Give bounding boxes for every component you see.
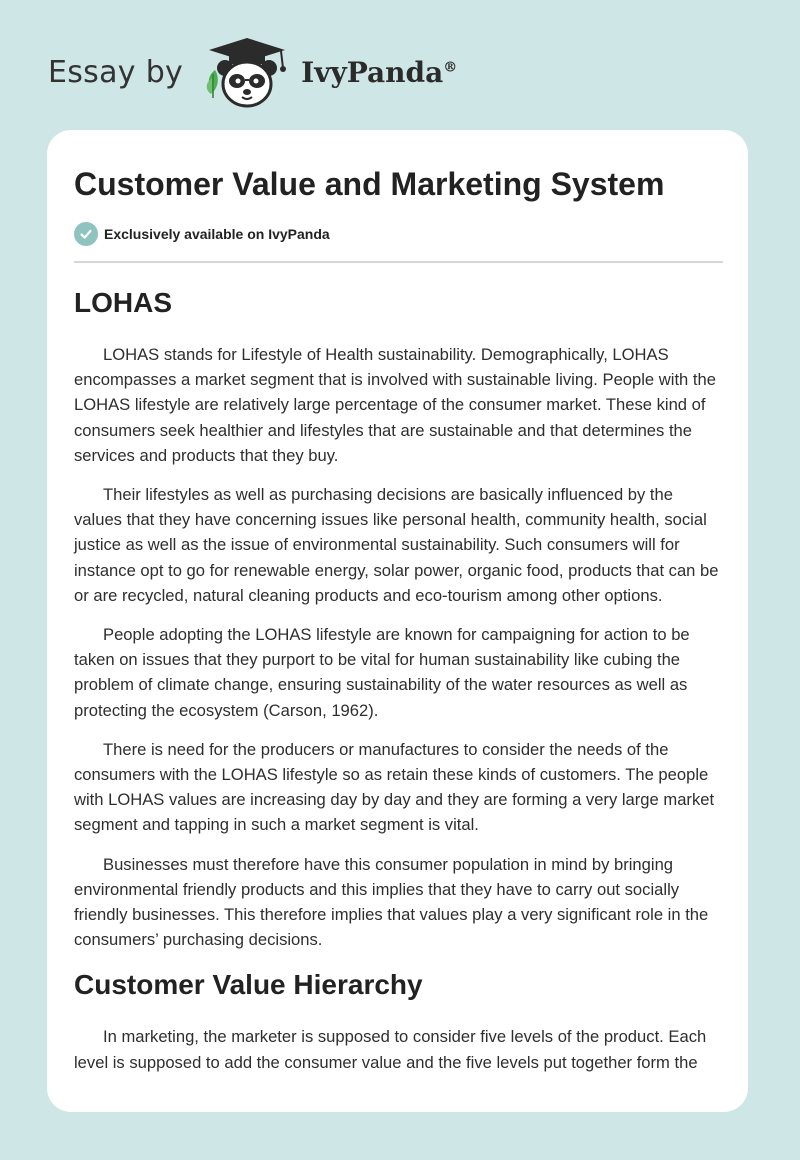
essay-body xyxy=(74,284,723,1089)
site-header xyxy=(48,34,457,110)
check-icon xyxy=(74,222,98,246)
section-heading: LOHAS xyxy=(74,287,172,318)
paragraph: Their lifestyles as well as purchasing decisions are basically influenced by the values that they have concerning issues like personal health, community health, social justice as well as the issue of environmental sustainability. Such consumers will for instance opt to go for renewable energy, solar power, organic food, products that can be or are recycled, natural cleaning products and eco-tourism among other options. xyxy=(74,485,719,605)
title-divider xyxy=(74,261,723,263)
paragraph: People adopting the LOHAS lifestyle are known for campaigning for action to be taken on issues that they purport to be vital for human sustainability like cubing the problem of climate change, ensuring sustainability of the water resources as well as protecting the ecosystem (Carson, 1962). xyxy=(74,625,690,720)
paragraph: There is need for the producers or manufactures to consider the needs of the consumers with the LOHAS lifestyle so as retain these kinds of customers. The people with LOHAS values are increasing day by day and they are forming a very large market segment and tapping in such a market segment is vital. xyxy=(74,739,715,835)
panda-graduate-icon xyxy=(201,34,293,110)
brand-name[interactable]: IvyPanda® xyxy=(301,55,458,89)
brand-prefix: Essay by xyxy=(48,54,184,90)
paragraph: In marketing, the marketer is supposed to consider five levels of the product. Each level is supposed to add the consumer value and the five levels put together form the xyxy=(74,1027,707,1072)
paragraph: Businesses must therefore have this consumer population in mind by bringing environmental friendly products and this implies that they have to carry out socially friendly businesses. This therefore implies that values play a very significant role in the consumers’ purchasing decisions. xyxy=(74,854,709,950)
paragraph: LOHAS stands for Lifestyle of Health sustainability. Demographically, LOHAS encompasses a market segment that is involved with sustainable living. People with the LOHAS lifestyle are relatively large percentage of the consumer market. These kind of consumers seek healthier and lifestyles that are sustainable and that determines the services and products that they buy. xyxy=(74,345,716,465)
badge-text: Exclusively available on IvyPanda xyxy=(104,226,330,242)
exclusive-badge xyxy=(74,222,330,246)
essay-card xyxy=(47,130,748,1112)
section-heading: Customer Value Hierarchy xyxy=(74,969,423,1001)
essay-title: Customer Value and Marketing System xyxy=(74,166,665,202)
registered-mark: ® xyxy=(443,59,458,76)
